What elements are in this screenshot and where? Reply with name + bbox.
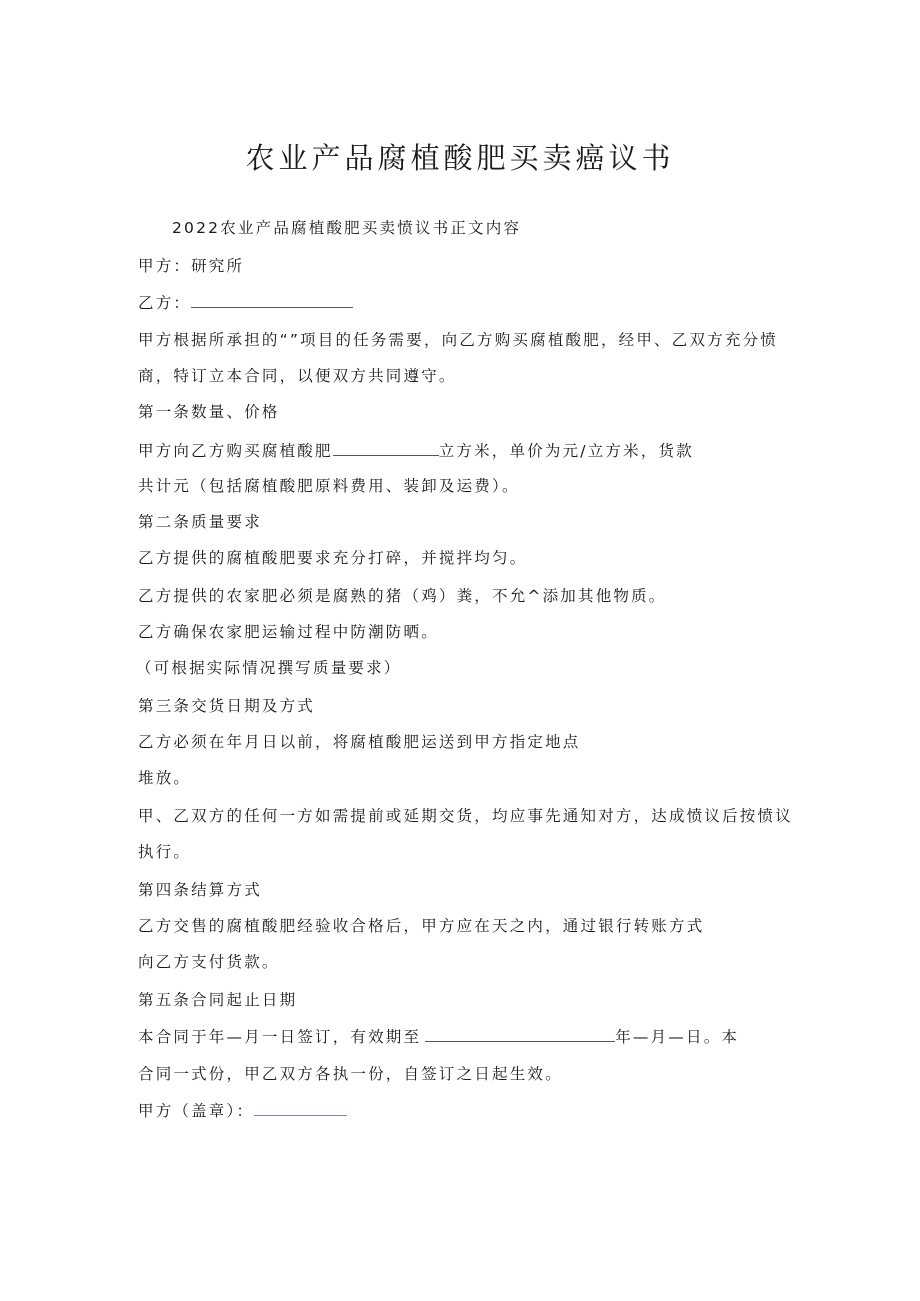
quantity-blank <box>333 440 439 456</box>
article-3-line-3: 甲、乙双方的任何一方如需提前或延期交货，均应事先通知对方，达成愤议后按愤议 <box>138 807 793 825</box>
article-1-line-1-post: 立方米，单价为元/立方米，货款 <box>438 442 694 460</box>
party-b-label: 乙方： <box>138 294 192 312</box>
signature-label: 甲方（盖章）： <box>138 1102 255 1120</box>
party-a-line: 甲方：研究所 <box>138 257 245 275</box>
article-3-line-4: 执行。 <box>138 843 192 861</box>
article-4-line-2: 向乙方支付货款。 <box>138 953 280 971</box>
article-1-line-2: 共计元（包括腐植酸肥原料费用、装卸及运费）。 <box>138 477 520 495</box>
article-5-line-1 <box>138 1026 739 1047</box>
article-2-line-2: 乙方提供的农家肥必须是腐熟的猪（鸡）粪，不允^添加其他物质。 <box>138 587 667 605</box>
article-5-heading: 第五条合同起止日期 <box>138 991 298 1009</box>
party-b-line <box>138 292 353 313</box>
article-1-line-1 <box>138 440 694 461</box>
signature-blank <box>254 1100 347 1116</box>
article-4-heading: 第四条结算方式 <box>138 881 262 899</box>
signature-line <box>138 1100 347 1121</box>
intro-line-1: 甲方根据所承担的“”项目的任务需要，向乙方购买腐植酸肥，经甲、乙双方充分愤 <box>138 331 778 349</box>
article-1-heading: 第一条数量、价格 <box>138 403 280 421</box>
expiry-blank <box>425 1026 615 1042</box>
article-2-note: （可根据实际情况撰写质量要求） <box>136 659 402 677</box>
article-5-line-1-post: 年—月—日。本 <box>615 1028 740 1046</box>
article-3-heading: 第三条交货日期及方式 <box>138 697 316 715</box>
article-3-line-2: 堆放。 <box>138 769 192 787</box>
article-5-line-2: 合同一式份，甲乙双方各执一份，自签订之日起生效。 <box>138 1065 563 1083</box>
article-2-line-1: 乙方提供的腐植酸肥要求充分打碎，并搅拌均匀。 <box>138 549 528 567</box>
article-1-line-1-pre: 甲方向乙方购买腐植酸肥 <box>138 442 333 460</box>
party-b-blank <box>191 292 353 308</box>
intro-line-2: 商，特订立本合同，以便双方共同遵守。 <box>138 367 457 385</box>
article-5-line-1-pre: 本合同于年—月一日签订，有效期至 <box>138 1028 422 1046</box>
article-2-line-3: 乙方确保农家肥运输过程中防潮防晒。 <box>138 623 439 641</box>
article-4-line-1: 乙方交售的腐植酸肥经验收合格后，甲方应在天之内，通过银行转账方式 <box>138 917 705 935</box>
article-3-line-1: 乙方必须在年月日以前，将腐植酸肥运送到甲方指定地点 <box>138 733 581 751</box>
document-title: 农业产品腐植酸肥买卖癌议书 <box>245 141 675 175</box>
document-subtitle: 2022农业产品腐植酸肥买卖愤议书正文内容 <box>172 219 522 237</box>
article-2-heading: 第二条质量要求 <box>138 513 262 531</box>
